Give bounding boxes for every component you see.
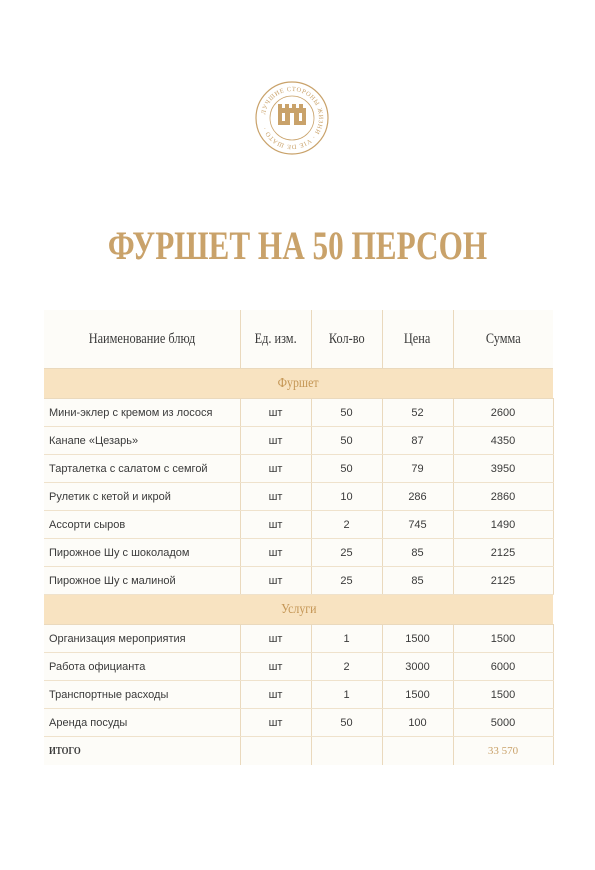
- table-header-row: [44, 310, 553, 369]
- sum-cell: 2860: [453, 483, 553, 511]
- table-row: [44, 681, 553, 709]
- price-cell: 52: [382, 399, 453, 427]
- table-row: [44, 483, 553, 511]
- total-label: ИТОГО: [44, 737, 240, 766]
- quantity-cell: 1: [311, 681, 382, 709]
- price-cell: 87: [382, 427, 453, 455]
- dish-name-cell: Рулетик с кетой и икрой: [44, 483, 240, 511]
- price-cell: 745: [382, 511, 453, 539]
- table-row: [44, 511, 553, 539]
- sum-cell: 1500: [453, 681, 553, 709]
- price-cell: 85: [382, 567, 453, 595]
- dish-name-cell: Ассорти сыров: [44, 511, 240, 539]
- svg-text:ЛУЧШИЕ СТОРОНЫ ЖИЗНИ · VIE DE: ЛУЧШИЕ СТОРОНЫ ЖИЗНИ · VIE DE ШАТО ·: [260, 85, 325, 151]
- dish-name-cell: Транспортные расходы: [44, 681, 240, 709]
- price-cell: 100: [382, 709, 453, 737]
- table-row: [44, 709, 553, 737]
- brand-logo: [254, 80, 330, 156]
- quantity-cell: 1: [311, 625, 382, 653]
- sum-cell: 2125: [453, 567, 553, 595]
- section-header-row: [44, 595, 553, 625]
- sum-cell: 1490: [453, 511, 553, 539]
- quantity-cell: 25: [311, 567, 382, 595]
- unit-cell: шт: [240, 455, 311, 483]
- menu-table-container: [44, 310, 553, 765]
- header-dish-name: Наименование блюд: [44, 310, 240, 369]
- dish-name-cell: Пирожное Шу с шоколадом: [44, 539, 240, 567]
- logo-emblem: [254, 80, 330, 156]
- price-cell: 1500: [382, 681, 453, 709]
- sum-cell: 6000: [453, 653, 553, 681]
- header-sum: Сумма: [485, 330, 521, 347]
- total-sum: 33 570: [453, 737, 553, 766]
- price-cell: 79: [382, 455, 453, 483]
- price-cell: 3000: [382, 653, 453, 681]
- dish-name-cell: Организация мероприятия: [44, 625, 240, 653]
- sum-cell: 2125: [453, 539, 553, 567]
- unit-cell: шт: [240, 681, 311, 709]
- header-unit: Ед. изм.: [240, 310, 311, 369]
- unit-cell: шт: [240, 539, 311, 567]
- table-row: [44, 567, 553, 595]
- table-row: [44, 653, 553, 681]
- total-row: [44, 737, 553, 766]
- unit-cell: шт: [240, 511, 311, 539]
- header-quantity: Кол-во: [311, 310, 382, 369]
- table-row: [44, 455, 553, 483]
- unit-cell: шт: [240, 653, 311, 681]
- dish-name-cell: Работа официанта: [44, 653, 240, 681]
- dish-name-cell: Мини-эклер с кремом из лосося: [44, 399, 240, 427]
- unit-cell: шт: [240, 625, 311, 653]
- menu-table: [44, 310, 554, 765]
- sum-cell: 3950: [453, 455, 553, 483]
- sum-cell: 4350: [453, 427, 553, 455]
- quantity-cell: 10: [311, 483, 382, 511]
- price-cell: 286: [382, 483, 453, 511]
- sum-cell: 5000: [453, 709, 553, 737]
- page-title: ФУРШЕТ НА 50 ПЕРСОН: [107, 223, 488, 268]
- table-row: [44, 625, 553, 653]
- quantity-cell: 50: [311, 709, 382, 737]
- unit-cell: шт: [240, 709, 311, 737]
- quantity-cell: 50: [311, 455, 382, 483]
- empty-cell: [311, 737, 382, 766]
- dish-name-cell: Тарталетка с салатом с семгой: [44, 455, 240, 483]
- unit-cell: шт: [240, 399, 311, 427]
- sum-cell: 1500: [453, 625, 553, 653]
- header-price: Цена: [382, 310, 453, 369]
- unit-cell: шт: [240, 567, 311, 595]
- quantity-cell: 50: [311, 427, 382, 455]
- quantity-cell: 2: [311, 653, 382, 681]
- empty-cell: [382, 737, 453, 766]
- price-cell: 85: [382, 539, 453, 567]
- table-body: [44, 369, 553, 766]
- quantity-cell: 25: [311, 539, 382, 567]
- quantity-cell: 2: [311, 511, 382, 539]
- sum-cell: 2600: [453, 399, 553, 427]
- unit-cell: шт: [240, 483, 311, 511]
- table-row: [44, 427, 553, 455]
- table-row: [44, 399, 553, 427]
- dish-name-cell: Пирожное Шу с малиной: [44, 567, 240, 595]
- quantity-cell: 50: [311, 399, 382, 427]
- dish-name-cell: Аренда посуды: [44, 709, 240, 737]
- unit-cell: шт: [240, 427, 311, 455]
- empty-cell: [240, 737, 311, 766]
- price-cell: 1500: [382, 625, 453, 653]
- section-label: Услуги: [44, 595, 553, 625]
- dish-name-cell: Канапе «Цезарь»: [44, 427, 240, 455]
- table-row: [44, 539, 553, 567]
- section-label: Фуршет: [44, 369, 553, 399]
- section-header-row: [44, 369, 553, 399]
